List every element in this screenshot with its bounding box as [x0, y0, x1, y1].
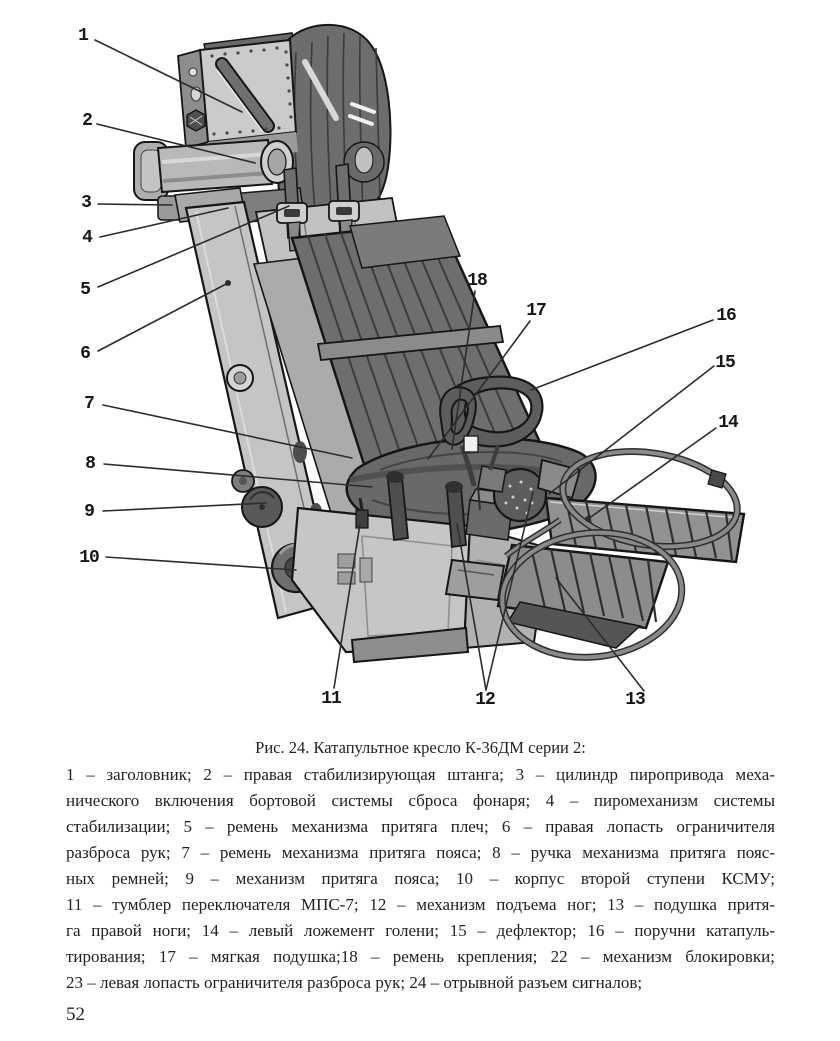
callout-5: 5 — [80, 280, 90, 300]
legend-line-9: 23 – левая лопасть ограничителя разброса рук; 24 – отрывной разъем сигналов; — [66, 973, 643, 992]
callout-13: 13 — [625, 690, 645, 710]
callout-10: 10 — [79, 548, 99, 568]
legend-line-8: тирования; 17 – мягкая подушка;18 – ремень крепления; 22 – механизм блокировки; — [66, 947, 775, 966]
legend-line-7: га правой ноги; 14 – левый ложемент голени; 15 – дефлектор; 16 – поручни катапуль- — [66, 921, 775, 940]
callout-16: 16 — [716, 306, 736, 326]
callout-2: 2 — [82, 111, 92, 131]
callout-8: 8 — [85, 454, 95, 474]
callout-1: 1 — [78, 26, 88, 46]
legend-line-5: ных ремней; 9 – механизм притяга пояса; 10 – корпус второй ступени КСМУ; — [66, 869, 775, 888]
callout-11: 11 — [321, 689, 341, 709]
callout-9: 9 — [84, 502, 94, 522]
callout-12: 12 — [475, 690, 495, 710]
figure-legend — [66, 762, 775, 996]
figure-caption: Рис. 24. Катапультное кресло К-36ДМ серии 2: — [255, 738, 586, 757]
callout-14: 14 — [718, 413, 738, 433]
page-number: 52 — [66, 1004, 85, 1025]
callout-17: 17 — [526, 301, 546, 321]
callout-7: 7 — [84, 394, 94, 414]
legend-line-6: 11 – тумблер переключателя МПС-7; 12 – механизм подъема ног; 13 – подушка притя- — [66, 895, 775, 914]
callout-3: 3 — [81, 193, 91, 213]
legend-line-1: 1 – заголовник; 2 – правая стабилизирующая штанга; 3 – цилиндр пиропривода меха- — [66, 765, 775, 784]
legend-line-2: нического включения бортовой системы сброса фонаря; 4 – пиромеханизм системы — [66, 791, 775, 810]
callout-18: 18 — [467, 271, 487, 291]
legend-line-3: стабилизации; 5 – ремень механизма притяга плеч; 6 – правая лопасть ограничителя — [66, 817, 775, 836]
legend-line-4: разброса рук; 7 – ремень механизма притяга пояса; 8 – ручка механизма притяга пояс- — [66, 843, 775, 862]
callout-6: 6 — [80, 344, 90, 364]
callout-15: 15 — [715, 353, 735, 373]
callout-4: 4 — [82, 228, 92, 248]
